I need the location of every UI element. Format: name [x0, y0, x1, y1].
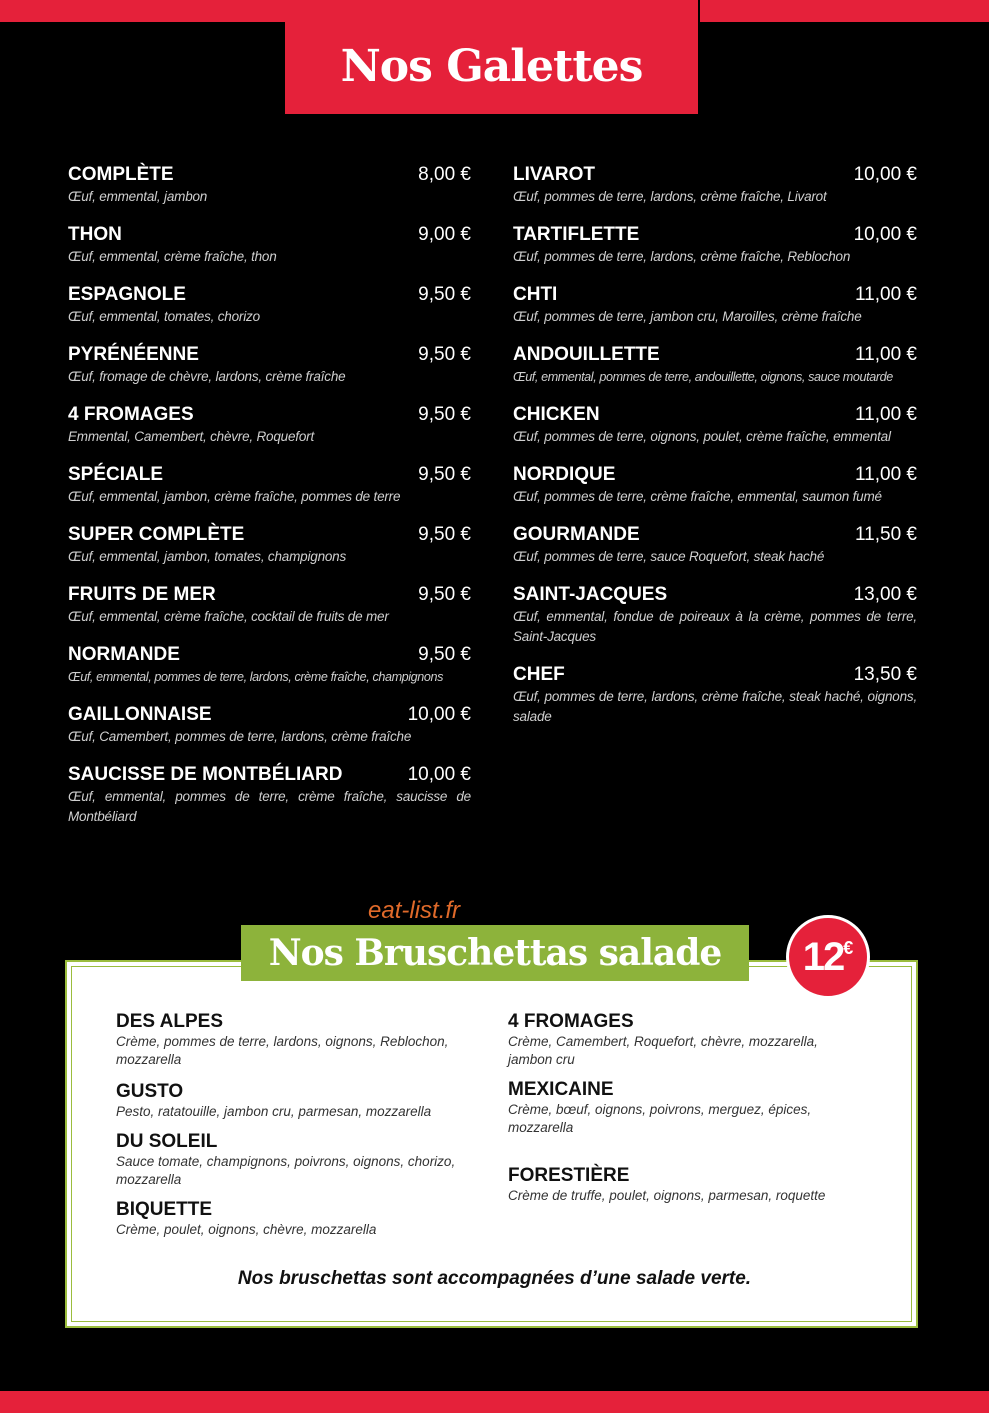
item-name: COMPLÈTE	[68, 164, 174, 185]
menu-item	[513, 663, 917, 723]
item-name: SAUCISSE DE MONTBÉLIARD	[68, 764, 343, 785]
item-price: 9,50 €	[418, 584, 471, 605]
item-price: 11,00 €	[855, 284, 917, 305]
galettes-title-banner	[285, 0, 698, 114]
menu-item	[513, 343, 917, 403]
item-price: 8,00 €	[418, 164, 471, 185]
menu-item	[513, 463, 917, 523]
item-description: Œuf, emmental, fondue de poireaux à la crème, pommes de terre, Saint-Jacques	[513, 609, 917, 644]
bruschetta-item	[116, 1011, 456, 1069]
item-price: 9,50 €	[418, 644, 471, 665]
item-price: 11,00 €	[855, 464, 917, 485]
item-name: SUPER COMPLÈTE	[68, 524, 245, 545]
item-description: Œuf, emmental, jambon, tomates, champignons	[68, 549, 347, 564]
item-name: NORDIQUE	[513, 464, 616, 485]
item-description: Crème, Camembert, Roquefort, chèvre, mozzarella, jambon cru	[508, 1034, 818, 1067]
item-name: 4 FROMAGES	[68, 404, 194, 425]
item-price: 10,00 €	[853, 164, 917, 185]
item-price: 13,50 €	[853, 664, 917, 685]
galettes-column-right	[513, 163, 917, 723]
item-name: DES ALPES	[116, 1011, 223, 1032]
item-description: Œuf, emmental, pommes de terre, crème fraîche, saucisse de Montbéliard	[68, 789, 471, 824]
item-description: Œuf, emmental, pommes de terre, lardons, crème fraîche, champignons	[68, 670, 443, 684]
item-price: 13,00 €	[853, 584, 917, 605]
item-name: BIQUETTE	[116, 1199, 213, 1220]
bruschetta-item	[116, 1081, 456, 1121]
item-name: CHEF	[513, 664, 565, 685]
item-name: SAINT-JACQUES	[513, 584, 668, 605]
menu-item	[68, 343, 471, 403]
item-description: Œuf, emmental, crème fraîche, cocktail de fruits de mer	[68, 609, 389, 624]
watermark-text: eat-list.fr	[368, 897, 461, 924]
menu-item	[68, 583, 471, 643]
item-price: 10,00 €	[407, 764, 471, 785]
bruschettas-footnote: Nos bruschettas sont accompagnées d’une salade verte.	[237, 1268, 752, 1289]
item-name: ANDOUILLETTE	[513, 344, 660, 365]
item-name: THON	[68, 224, 122, 245]
item-price: 10,00 €	[407, 704, 471, 725]
bruschetta-item	[116, 1131, 456, 1189]
item-name: GUSTO	[116, 1081, 184, 1102]
menu-item	[513, 283, 917, 343]
item-price: 9,50 €	[418, 344, 471, 365]
menu-item	[513, 163, 917, 223]
item-description: Œuf, pommes de terre, lardons, crème fraîche, Reblochon	[513, 249, 851, 264]
item-name: GAILLONNAISE	[68, 704, 212, 725]
item-name: DU SOLEIL	[116, 1131, 218, 1152]
item-description: Pesto, ratatouille, jambon cru, parmesan, mozzarella	[116, 1104, 432, 1119]
item-name: CHICKEN	[513, 404, 600, 425]
item-description: Œuf, emmental, crème fraîche, thon	[68, 249, 277, 264]
item-price: 9,00 €	[418, 224, 471, 245]
item-description: Œuf, emmental, pommes de terre, andouillette, oignons, sauce moutarde	[513, 370, 893, 384]
item-price: 10,00 €	[853, 224, 917, 245]
bruschetta-item	[508, 1011, 818, 1069]
menu-item	[68, 523, 471, 583]
menu-item	[68, 223, 471, 283]
bruschettas-price-badge	[786, 915, 870, 999]
item-description: Œuf, pommes de terre, crème fraîche, emmental, saumon fumé	[513, 489, 882, 504]
menu-item	[513, 583, 917, 663]
item-description: Œuf, emmental, jambon	[68, 189, 208, 204]
item-description: Emmental, Camembert, chèvre, Roquefort	[68, 429, 314, 444]
top-red-strip-right	[700, 0, 989, 22]
item-description: Crème, poulet, oignons, chèvre, mozzarella	[116, 1222, 377, 1237]
bruschettas-title: Nos Bruschettas salade	[268, 932, 722, 974]
menu-item	[68, 703, 471, 763]
item-description: Œuf, pommes de terre, oignons, poulet, crème fraîche, emmental	[513, 429, 891, 444]
item-name: MEXICAINE	[508, 1079, 614, 1100]
menu-item	[513, 523, 917, 583]
menu-item	[68, 643, 471, 703]
item-description: Crème, pommes de terre, lardons, oignons, Reblochon, mozzarella	[116, 1034, 449, 1067]
item-name: FORESTIÈRE	[508, 1165, 630, 1186]
item-name: NORMANDE	[68, 644, 180, 665]
item-description: Œuf, fromage de chèvre, lardons, crème fraîche	[68, 369, 346, 384]
item-description: Œuf, emmental, tomates, chorizo	[68, 309, 260, 324]
item-price: 9,50 €	[418, 464, 471, 485]
bruschettas-title-banner	[241, 925, 749, 981]
item-name: FRUITS DE MER	[68, 584, 216, 605]
item-description: Œuf, pommes de terre, jambon cru, Maroilles, crème fraîche	[513, 309, 862, 324]
item-description: Œuf, pommes de terre, lardons, crème fraîche, Livarot	[513, 189, 827, 204]
item-price: 9,50 €	[418, 524, 471, 545]
item-price: 11,00 €	[855, 404, 917, 425]
item-name: PYRÉNÉENNE	[68, 344, 199, 365]
badge-price-number: 12	[802, 934, 844, 979]
item-name: 4 FROMAGES	[508, 1011, 634, 1032]
item-name: CHTI	[513, 284, 558, 305]
item-name: SPÉCIALE	[68, 464, 164, 485]
bruschetta-item	[508, 1079, 818, 1137]
menu-item	[68, 463, 471, 523]
item-description: Crème de truffe, poulet, oignons, parmesan, roquette	[508, 1188, 826, 1203]
bottom-red-strip	[0, 1391, 989, 1413]
bruschetta-item	[116, 1199, 456, 1239]
menu-item	[513, 223, 917, 283]
item-name: ESPAGNOLE	[68, 284, 186, 305]
item-description: Œuf, Camembert, pommes de terre, lardons, crème fraîche	[68, 729, 412, 744]
item-description: Œuf, pommes de terre, sauce Roquefort, steak haché	[513, 549, 825, 564]
item-name: LIVAROT	[513, 164, 595, 185]
menu-item	[68, 283, 471, 343]
item-description: Œuf, emmental, jambon, crème fraîche, pommes de terre	[68, 489, 401, 504]
galettes-column-left	[68, 163, 471, 823]
item-name: TARTIFLETTE	[513, 224, 640, 245]
menu-item	[68, 403, 471, 463]
item-description: Crème, bœuf, oignons, poivrons, merguez, épices, mozzarella	[508, 1102, 812, 1135]
top-red-strip-left	[0, 0, 285, 22]
menu-item	[513, 403, 917, 463]
item-price: 9,50 €	[418, 284, 471, 305]
item-price: 9,50 €	[418, 404, 471, 425]
item-description: Sauce tomate, champignons, poivrons, oignons, chorizo, mozzarella	[116, 1154, 456, 1187]
item-name: GOURMANDE	[513, 524, 640, 545]
item-description: Œuf, pommes de terre, lardons, crème fraîche, steak haché, oignons, salade	[513, 689, 917, 724]
item-price: 11,50 €	[855, 524, 917, 545]
galettes-title: Nos Galettes	[340, 40, 643, 92]
bruschetta-item	[508, 1165, 848, 1205]
item-price: 11,00 €	[855, 344, 917, 365]
menu-item	[68, 763, 471, 823]
badge-currency: €	[843, 938, 854, 958]
menu-item	[68, 163, 471, 223]
